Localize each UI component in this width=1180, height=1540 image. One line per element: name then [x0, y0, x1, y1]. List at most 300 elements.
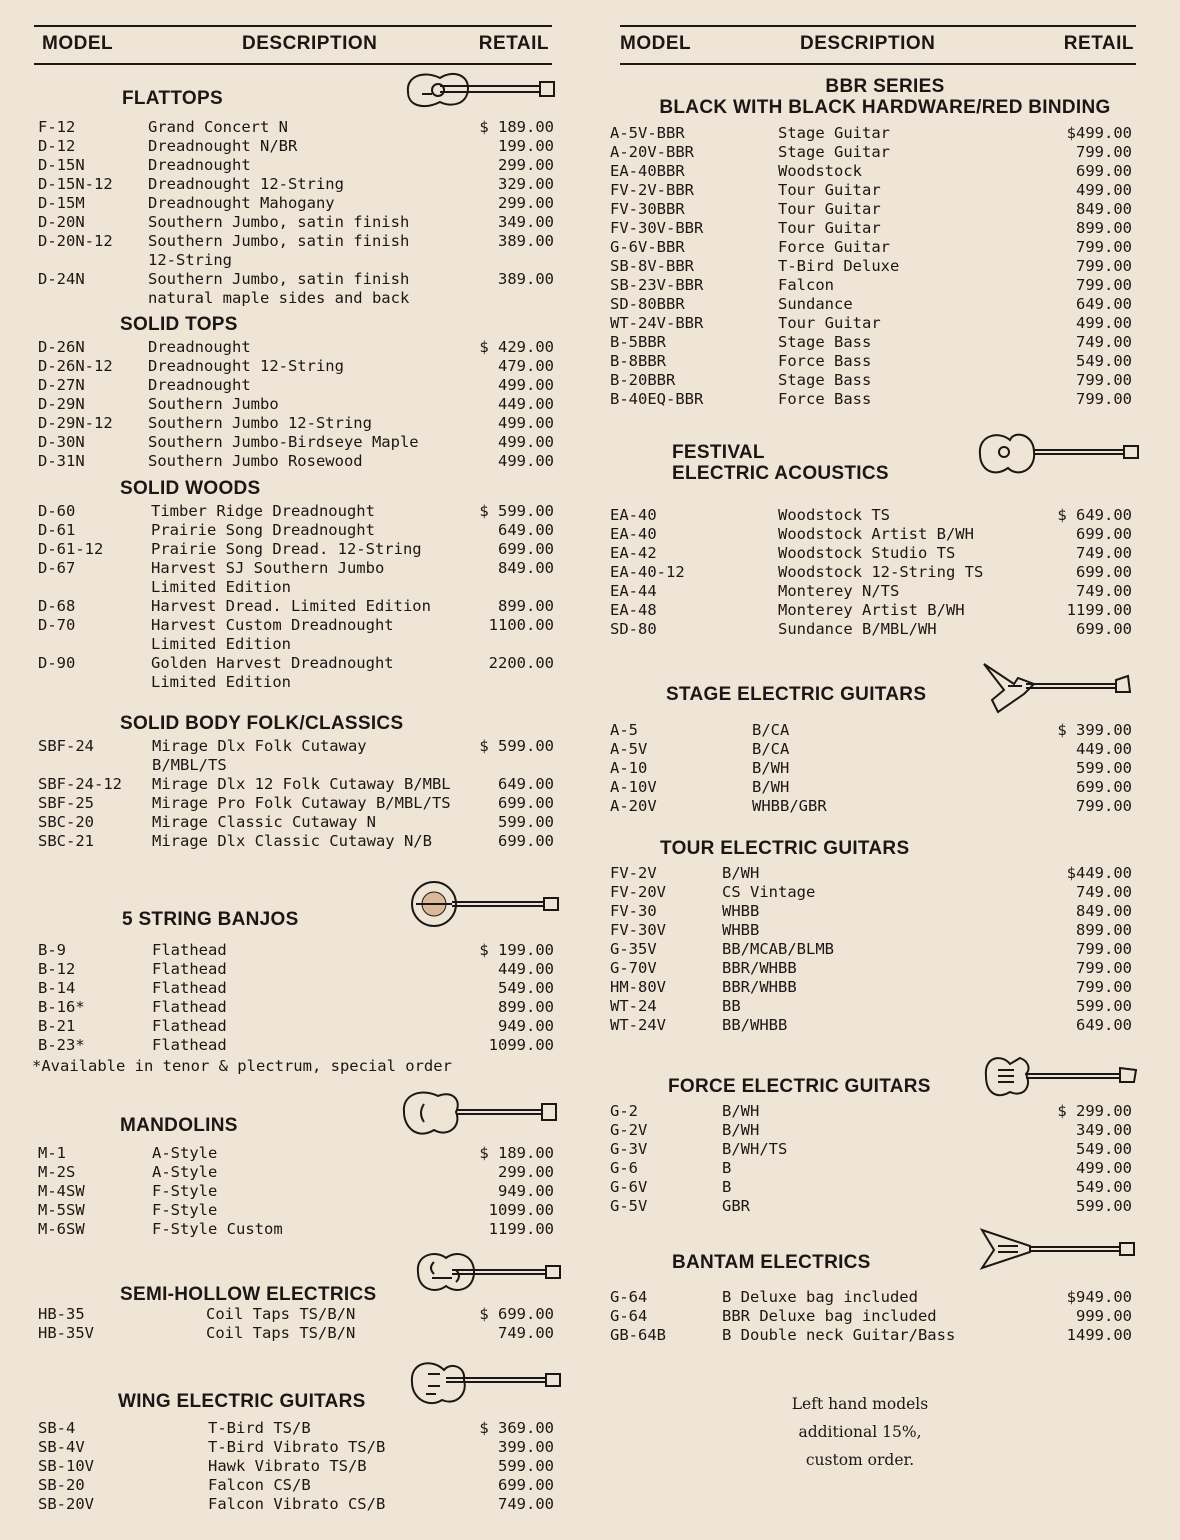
- model-description: Harvest SJ Southern Jumbo: [151, 559, 385, 577]
- retail-price: 849.00: [498, 559, 554, 577]
- retail-price: $ 199.00: [479, 941, 554, 959]
- model-number: G-3V: [610, 1140, 648, 1158]
- price-row: [590, 1326, 1180, 1345]
- price-row: [590, 940, 1180, 959]
- section-festival-title: FESTIVAL: [672, 442, 765, 463]
- section-festival-subtitle: ELECTRIC ACOUSTICS: [672, 463, 889, 484]
- price-row: [590, 778, 1180, 797]
- price-row: [590, 921, 1180, 940]
- price-row: [0, 414, 590, 433]
- retail-price: $ 189.00: [479, 1144, 554, 1162]
- model-description: Southern Jumbo: [148, 395, 279, 413]
- retail-price: $ 369.00: [479, 1419, 554, 1437]
- retail-price: 749.00: [1076, 883, 1132, 901]
- model-description: Dreadnought 12-String: [148, 175, 344, 193]
- model-number: WT-24V: [610, 1016, 666, 1034]
- model-number: D-31N: [38, 452, 85, 470]
- model-description: F-Style: [152, 1182, 218, 1200]
- retail-price: 999.00: [1076, 1307, 1132, 1325]
- model-number: WT-24: [610, 997, 657, 1015]
- model-number: B-12: [38, 960, 76, 978]
- retail-price: 1100.00: [488, 616, 554, 634]
- model-number: G-6V: [610, 1178, 648, 1196]
- retail-price: 549.00: [1076, 352, 1132, 370]
- model-number: FV-30V: [610, 921, 666, 939]
- model-description: BBR/WHBB: [722, 959, 797, 977]
- model-number: G-5V: [610, 1197, 648, 1215]
- price-row: [590, 997, 1180, 1016]
- retail-price: 499.00: [498, 376, 554, 394]
- model-number: A-10V: [610, 778, 657, 796]
- section-5-string-banjos-title: 5 STRING BANJOS: [122, 909, 299, 930]
- price-row: [0, 1438, 590, 1457]
- model-description: T-Bird TS/B: [208, 1419, 311, 1437]
- model-description: F-Style: [152, 1201, 218, 1219]
- model-description: B Deluxe bag included: [722, 1288, 918, 1306]
- model-number: B-40EQ-BBR: [610, 390, 704, 408]
- price-row: [0, 357, 590, 376]
- retail-price: $ 699.00: [479, 1305, 554, 1323]
- model-number: EA-40: [610, 525, 657, 543]
- model-number: SBC-21: [38, 832, 94, 850]
- price-row-continued: [0, 756, 590, 775]
- price-row: [590, 295, 1180, 314]
- model-number: D-70: [38, 616, 76, 634]
- model-number: SB-23V-BBR: [610, 276, 704, 294]
- price-row: [0, 1495, 590, 1514]
- retail-price: 649.00: [498, 521, 554, 539]
- retail-price: 799.00: [1076, 797, 1132, 815]
- header-model: MODEL: [620, 33, 692, 54]
- model-description: Hawk Vibrato TS/B: [208, 1457, 367, 1475]
- price-row: [590, 883, 1180, 902]
- price-row: [590, 238, 1180, 257]
- model-description: Mirage Dlx Classic Cutaway N/B: [152, 832, 432, 850]
- column-header: [620, 25, 1136, 65]
- retail-price: 699.00: [1076, 563, 1132, 581]
- retail-price: 549.00: [1076, 1140, 1132, 1158]
- model-number: SB-10V: [38, 1457, 94, 1475]
- model-number: D-12: [38, 137, 76, 155]
- price-row: [0, 1036, 590, 1055]
- retail-price: $ 429.00: [479, 338, 554, 356]
- retail-price: 299.00: [498, 1163, 554, 1181]
- left-hand-note: [750, 1390, 970, 1474]
- price-row: [590, 601, 1180, 620]
- model-description: Southern Jumbo Rosewood: [148, 452, 363, 470]
- model-description-continued: B/MBL/TS: [152, 756, 227, 774]
- model-number: B-14: [38, 979, 76, 997]
- model-description: Tour Guitar: [778, 181, 881, 199]
- price-row: [0, 232, 590, 251]
- model-number: WT-24V-BBR: [610, 314, 704, 332]
- model-number: EA-48: [610, 601, 657, 619]
- model-description: Mirage Pro Folk Cutaway B/MBL/TS: [152, 794, 451, 812]
- model-description: CS Vintage: [722, 883, 816, 901]
- retail-price: $ 399.00: [1057, 721, 1132, 739]
- model-number: A-20V-BBR: [610, 143, 694, 161]
- model-description: Stage Bass: [778, 333, 872, 351]
- price-row: [0, 1419, 590, 1438]
- model-number: EA-40: [610, 506, 657, 524]
- model-description: Dreadnought: [148, 156, 251, 174]
- price-row: [590, 200, 1180, 219]
- model-description: BB/WHBB: [722, 1016, 788, 1034]
- retail-price: $ 189.00: [479, 118, 554, 136]
- model-number: M-2S: [38, 1163, 76, 1181]
- price-row: [0, 502, 590, 521]
- price-row: [590, 1016, 1180, 1035]
- section-solid-woods-title: SOLID WOODS: [120, 478, 261, 499]
- price-row: [0, 960, 590, 979]
- price-row: [0, 559, 590, 578]
- model-number: SB-20: [38, 1476, 85, 1494]
- price-row: [590, 257, 1180, 276]
- retail-price: 389.00: [498, 270, 554, 288]
- model-number: HB-35: [38, 1305, 85, 1323]
- price-row: [0, 175, 590, 194]
- section-semi-hollow-electrics-title: SEMI-HOLLOW ELECTRICS: [120, 1284, 377, 1305]
- model-description: B/WH: [722, 1121, 760, 1139]
- model-number: SB-20V: [38, 1495, 94, 1513]
- retail-price: 699.00: [498, 832, 554, 850]
- price-row: [0, 1201, 590, 1220]
- model-description: Harvest Custom Dreadnought: [151, 616, 394, 634]
- model-number: HM-80V: [610, 978, 666, 996]
- retail-price: $949.00: [1066, 1288, 1132, 1306]
- model-number: SBC-20: [38, 813, 94, 831]
- retail-price: 799.00: [1076, 276, 1132, 294]
- model-description: Woodstock Artist B/WH: [778, 525, 974, 543]
- strat-guitar-icon: [980, 1048, 1140, 1102]
- model-number: G-6V-BBR: [610, 238, 685, 256]
- section-bbr-series-subtitle: BLACK WITH BLACK HARDWARE/RED BINDING: [659, 97, 1111, 118]
- price-row: [0, 832, 590, 851]
- model-number: D-27N: [38, 376, 85, 394]
- retail-price: 599.00: [1076, 1197, 1132, 1215]
- model-number: B-16*: [38, 998, 85, 1016]
- retail-price: $ 599.00: [479, 737, 554, 755]
- retail-price: 1099.00: [488, 1036, 554, 1054]
- model-number: D-15N: [38, 156, 85, 174]
- model-number: D-15M: [38, 194, 85, 212]
- model-number: A-20V: [610, 797, 657, 815]
- model-number: EA-44: [610, 582, 657, 600]
- price-row: [590, 978, 1180, 997]
- model-description: Prairie Song Dreadnought: [151, 521, 375, 539]
- retail-price: 699.00: [1076, 620, 1132, 638]
- retail-price: 699.00: [1076, 778, 1132, 796]
- price-row: [590, 563, 1180, 582]
- retail-price: 199.00: [498, 137, 554, 155]
- section-solid-body-folk-classics-title: SOLID BODY FOLK/CLASSICS: [120, 713, 404, 734]
- retail-price: 299.00: [498, 194, 554, 212]
- price-row: [590, 162, 1180, 181]
- retail-price: 899.00: [1076, 921, 1132, 939]
- model-number: B-20BBR: [610, 371, 676, 389]
- retail-price: 799.00: [1076, 257, 1132, 275]
- model-number: FV-2V-BBR: [610, 181, 694, 199]
- model-description: B/WH: [722, 1102, 760, 1120]
- model-number: M-1: [38, 1144, 66, 1162]
- retail-price: 649.00: [1076, 295, 1132, 313]
- model-number: FV-30: [610, 902, 657, 920]
- model-description: Southern Jumbo-Birdseye Maple: [148, 433, 419, 451]
- retail-price: 499.00: [498, 433, 554, 451]
- model-number: A-10: [610, 759, 648, 777]
- retail-price: 749.00: [1076, 333, 1132, 351]
- model-number: B-9: [38, 941, 66, 959]
- retail-price: 799.00: [1076, 238, 1132, 256]
- model-description-continued: Limited Edition: [151, 673, 291, 691]
- price-row-continued: [0, 578, 590, 597]
- model-description: WHBB: [722, 921, 760, 939]
- retail-price: 349.00: [1076, 1121, 1132, 1139]
- retail-price: 299.00: [498, 156, 554, 174]
- price-row: [590, 902, 1180, 921]
- price-row: [0, 941, 590, 960]
- price-row: [0, 794, 590, 813]
- header-retail: RETAIL: [1063, 33, 1134, 54]
- model-number: FV-20V: [610, 883, 666, 901]
- retail-price: 499.00: [1076, 1159, 1132, 1177]
- model-description: Harvest Dread. Limited Edition: [151, 597, 431, 615]
- retail-price: 499.00: [1076, 314, 1132, 332]
- model-number: B-23*: [38, 1036, 85, 1054]
- left-hand-note-line: additional 15%,: [798, 1423, 922, 1441]
- model-description: Coil Taps TS/B/N: [206, 1305, 356, 1323]
- model-number: B-5BBR: [610, 333, 666, 351]
- retail-price: 599.00: [1076, 997, 1132, 1015]
- model-description: Falcon Vibrato CS/B: [208, 1495, 386, 1513]
- model-description: B/WH: [752, 759, 790, 777]
- model-description: Grand Concert N: [148, 118, 288, 136]
- price-row: [0, 452, 590, 471]
- model-number: G-64: [610, 1307, 648, 1325]
- model-number: EA-42: [610, 544, 657, 562]
- retail-price: 599.00: [498, 813, 554, 831]
- price-row: [0, 433, 590, 452]
- header-model: MODEL: [42, 33, 114, 54]
- price-row: [590, 276, 1180, 295]
- model-description: Prairie Song Dread. 12-String: [151, 540, 422, 558]
- model-description: Stage Guitar: [778, 143, 890, 161]
- retail-price: 699.00: [1076, 162, 1132, 180]
- price-row: [590, 544, 1180, 563]
- model-number: A-5V-BBR: [610, 124, 685, 142]
- model-description: Mirage Classic Cutaway N: [152, 813, 376, 831]
- price-row: [0, 270, 590, 289]
- model-description: A-Style: [152, 1144, 218, 1162]
- section-wing-electric-guitars-title: WING ELECTRIC GUITARS: [118, 1391, 366, 1412]
- price-row: [0, 1144, 590, 1163]
- model-description: Flathead: [152, 960, 227, 978]
- model-description: Flathead: [152, 998, 227, 1016]
- model-description: Dreadnought: [148, 376, 251, 394]
- retail-price: 399.00: [498, 1438, 554, 1456]
- price-row: [590, 1159, 1180, 1178]
- retail-price: 799.00: [1076, 390, 1132, 408]
- price-row: [0, 813, 590, 832]
- price-row: [590, 124, 1180, 143]
- price-row: [0, 338, 590, 357]
- retail-price: 499.00: [498, 414, 554, 432]
- model-number: M-6SW: [38, 1220, 85, 1238]
- model-description: Flathead: [152, 1017, 227, 1035]
- model-description: BB: [722, 997, 741, 1015]
- price-row: [590, 721, 1180, 740]
- price-row: [0, 156, 590, 175]
- model-number: D-30N: [38, 433, 85, 451]
- price-row: [0, 137, 590, 156]
- retail-price: 799.00: [1076, 940, 1132, 958]
- section-tour-electric-guitars-title: TOUR ELECTRIC GUITARS: [660, 838, 910, 859]
- header-retail: RETAIL: [478, 33, 549, 54]
- price-row: [0, 616, 590, 635]
- price-row: [590, 1307, 1180, 1326]
- model-number: D-90: [38, 654, 76, 672]
- model-number: SBF-24-12: [38, 775, 122, 793]
- model-description: B/WH: [722, 864, 760, 882]
- model-description: T-Bird Deluxe: [778, 257, 900, 275]
- model-number: SB-4: [38, 1419, 76, 1437]
- price-row: [590, 797, 1180, 816]
- retail-price: $499.00: [1066, 124, 1132, 142]
- retail-price: 799.00: [1076, 371, 1132, 389]
- model-number: D-29N: [38, 395, 85, 413]
- model-description: T-Bird Vibrato TS/B: [208, 1438, 386, 1456]
- price-row: [590, 181, 1180, 200]
- retail-price: 1099.00: [488, 1201, 554, 1219]
- retail-price: 799.00: [1076, 143, 1132, 161]
- model-description: BBR/WHBB: [722, 978, 797, 996]
- model-description: Woodstock 12-String TS: [778, 563, 984, 581]
- model-description: BB/MCAB/BLMB: [722, 940, 834, 958]
- price-row: [0, 213, 590, 232]
- retail-price: $ 299.00: [1057, 1102, 1132, 1120]
- price-row: [590, 959, 1180, 978]
- price-row: [0, 521, 590, 540]
- retail-price: $ 599.00: [479, 502, 554, 520]
- price-row: [0, 597, 590, 616]
- model-number: FV-2V: [610, 864, 657, 882]
- model-number: D-61-12: [38, 540, 104, 558]
- model-number: FV-30BBR: [610, 200, 685, 218]
- model-description: Southern Jumbo, satin finish: [148, 270, 410, 288]
- model-number: SD-80BBR: [610, 295, 685, 313]
- price-row: [590, 352, 1180, 371]
- price-row: [590, 582, 1180, 601]
- retail-price: 549.00: [1076, 1178, 1132, 1196]
- price-row: [0, 775, 590, 794]
- price-row: [590, 1102, 1180, 1121]
- price-row: [0, 376, 590, 395]
- banjo-icon: [406, 876, 562, 932]
- price-row: [590, 1197, 1180, 1216]
- semi-hollow-guitar-icon: [412, 1244, 562, 1300]
- model-number: M-4SW: [38, 1182, 85, 1200]
- price-row-continued: [0, 251, 590, 270]
- model-description: Southern Jumbo, satin finish: [148, 232, 410, 250]
- price-row: [0, 737, 590, 756]
- retail-price: 449.00: [1076, 740, 1132, 758]
- retail-price: 329.00: [498, 175, 554, 193]
- retail-price: 649.00: [498, 775, 554, 793]
- model-number: G-70V: [610, 959, 657, 977]
- price-row: [590, 1178, 1180, 1197]
- price-row: [0, 654, 590, 673]
- price-row: [0, 1305, 590, 1324]
- retail-price: $ 649.00: [1057, 506, 1132, 524]
- price-row-continued: [0, 673, 590, 692]
- price-row: [590, 333, 1180, 352]
- section-solid-tops-title: SOLID TOPS: [120, 314, 238, 335]
- model-number: GB-64B: [610, 1326, 666, 1344]
- retail-price: 599.00: [498, 1457, 554, 1475]
- model-number: FV-30V-BBR: [610, 219, 704, 237]
- model-description: Dreadnought 12-String: [148, 357, 344, 375]
- acoustic-guitar-icon: [402, 62, 558, 118]
- model-number: SB-8V-BBR: [610, 257, 694, 275]
- price-row: [0, 118, 590, 137]
- model-description: Dreadnought Mahogany: [148, 194, 335, 212]
- model-description: Coil Taps TS/B/N: [206, 1324, 356, 1342]
- model-number: D-26N: [38, 338, 85, 356]
- section-stage-electric-guitars-title: STAGE ELECTRIC GUITARS: [666, 684, 927, 705]
- retail-price: 449.00: [498, 960, 554, 978]
- price-row: [0, 1476, 590, 1495]
- model-number: D-20N: [38, 213, 85, 231]
- retail-price: 449.00: [498, 395, 554, 413]
- model-description: Force Bass: [778, 352, 872, 370]
- retail-price: 799.00: [1076, 978, 1132, 996]
- model-description: Sundance B/MBL/WH: [778, 620, 937, 638]
- model-description: GBR: [722, 1197, 750, 1215]
- section-force-electric-guitars-title: FORCE ELECTRIC GUITARS: [668, 1076, 931, 1097]
- model-description-continued: Limited Edition: [151, 578, 291, 596]
- model-number: SBF-25: [38, 794, 94, 812]
- model-number: D-67: [38, 559, 76, 577]
- price-row: [0, 395, 590, 414]
- retail-price: 799.00: [1076, 959, 1132, 977]
- retail-price: 749.00: [498, 1495, 554, 1513]
- model-description: Southern Jumbo, satin finish: [148, 213, 410, 231]
- model-description: A-Style: [152, 1163, 218, 1181]
- price-row: [0, 194, 590, 213]
- model-number: EA-40BBR: [610, 162, 685, 180]
- header-description: DESCRIPTION: [800, 33, 936, 54]
- retail-price: 599.00: [1076, 759, 1132, 777]
- retail-price: 349.00: [498, 213, 554, 231]
- retail-price: 749.00: [1076, 544, 1132, 562]
- model-description: Stage Guitar: [778, 124, 890, 142]
- left-hand-note-line: Left hand models: [791, 1395, 929, 1413]
- model-description: Flathead: [152, 941, 227, 959]
- model-description: B Double neck Guitar/Bass: [722, 1326, 956, 1344]
- price-row: [0, 998, 590, 1017]
- retail-price: 749.00: [1076, 582, 1132, 600]
- model-number: G-64: [610, 1288, 648, 1306]
- model-number: G-35V: [610, 940, 657, 958]
- retail-price: 849.00: [1076, 200, 1132, 218]
- price-row: [0, 1182, 590, 1201]
- model-description: Timber Ridge Dreadnought: [151, 502, 375, 520]
- model-description: Flathead: [152, 1036, 227, 1054]
- explorer-guitar-icon: [978, 654, 1134, 720]
- model-number: A-5: [610, 721, 638, 739]
- price-row: [0, 540, 590, 559]
- model-description: B: [722, 1178, 732, 1196]
